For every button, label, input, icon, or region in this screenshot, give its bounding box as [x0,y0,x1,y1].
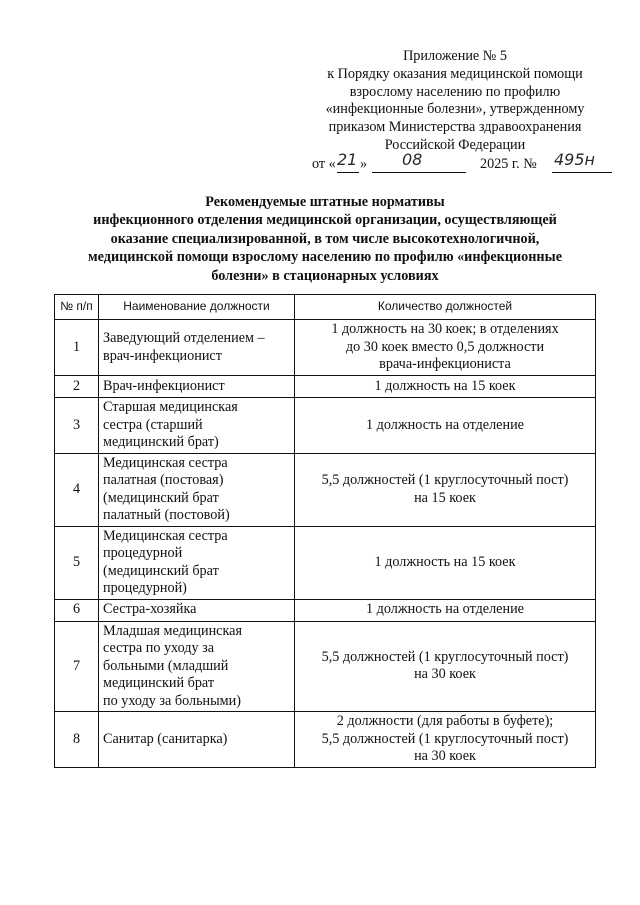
table-row [55,376,596,398]
order-date-line [296,149,614,176]
table-header-row [55,295,596,320]
row-quantity: 5,5 должностей (1 круглосуточный пост) на 15 коек [295,453,596,526]
month-underline [372,172,466,173]
title-line: Рекомендуемые штатные нормативы [205,194,445,210]
title-line: медицинской помощи взрослому населению по профилю «инфекционные [88,249,562,266]
day-underline [337,172,359,173]
order-month-handwritten: 08 [402,149,423,169]
table-row [55,398,596,454]
row-quantity: 1 должность на 15 коек [295,526,596,599]
row-number: 4 [55,453,99,526]
order-day-handwritten: 21 [337,149,358,169]
table-row [55,621,596,712]
order-close-quote: » [360,155,368,172]
table-row [55,453,596,526]
order-number-handwritten: 495н [554,149,595,169]
row-number: 5 [55,526,99,599]
title-line: болезни» в стационарных условиях [211,267,439,284]
header-quantity: Количество должностей [295,295,596,320]
row-quantity: 1 должность на отделение [295,398,596,454]
row-position: Медицинская сестра палатная (постовая) (медицинский брат палатный (постовой) [99,453,295,526]
row-quantity: 1 должность на 30 коек; в отделениях до 30 коек вместо 0,5 должности врача-инфекциониста [295,320,596,376]
appendix-line: к Порядку оказания медицинской помощи [327,65,583,82]
row-position: Медицинская сестра процедурной (медицинский брат процедурной) [99,526,295,599]
title-line: инфекционного отделения медицинской организации, осуществляющей [93,212,557,229]
row-quantity: 1 должность на отделение [295,599,596,621]
row-number: 2 [55,376,99,398]
order-year: 2025 г. № [480,155,537,172]
row-number: 8 [55,712,99,768]
header-position: Наименование должности [99,295,295,320]
appendix-line: приказом Министерства здравоохранения [328,119,582,136]
row-position: Врач-инфекционист [99,376,295,398]
row-quantity: 1 должность на 15 коек [295,376,596,398]
appendix-line: Российской Федерации [384,136,526,153]
number-underline [552,172,612,173]
appendix-number: Приложение № 5 [403,48,507,64]
row-quantity: 2 должности (для работы в буфете); 5,5 должностей (1 круглосуточный пост) на 30 коек [295,712,596,768]
row-position: Старшая медицинская сестра (старший медицинский брат) [99,398,295,454]
row-number: 6 [55,599,99,621]
document-title [60,193,590,285]
title-line: оказание специализированной, в том числе высокотехнологичной, [110,230,540,247]
appendix-line: «инфекционные болезни», утвержденному [325,101,585,118]
table-row [55,712,596,768]
table-row [55,599,596,621]
appendix-line: взрослому населению по профилю [349,83,561,100]
order-prefix: от « [312,155,336,172]
row-position: Санитар (санитарка) [99,712,295,768]
row-number: 7 [55,621,99,712]
header-number: № п/п [55,295,99,320]
table-row [55,526,596,599]
table-row [55,320,596,376]
row-position: Заведующий отделением – врач-инфекционист [99,320,295,376]
appendix-header [296,48,614,176]
staffing-table [54,294,596,768]
row-quantity: 5,5 должностей (1 круглосуточный пост) на 30 коек [295,621,596,712]
row-number: 3 [55,398,99,454]
row-number: 1 [55,320,99,376]
row-position: Младшая медицинская сестра по уходу за больными (младший медицинский брат по уходу за больными) [99,621,295,712]
row-position: Сестра-хозяйка [99,599,295,621]
